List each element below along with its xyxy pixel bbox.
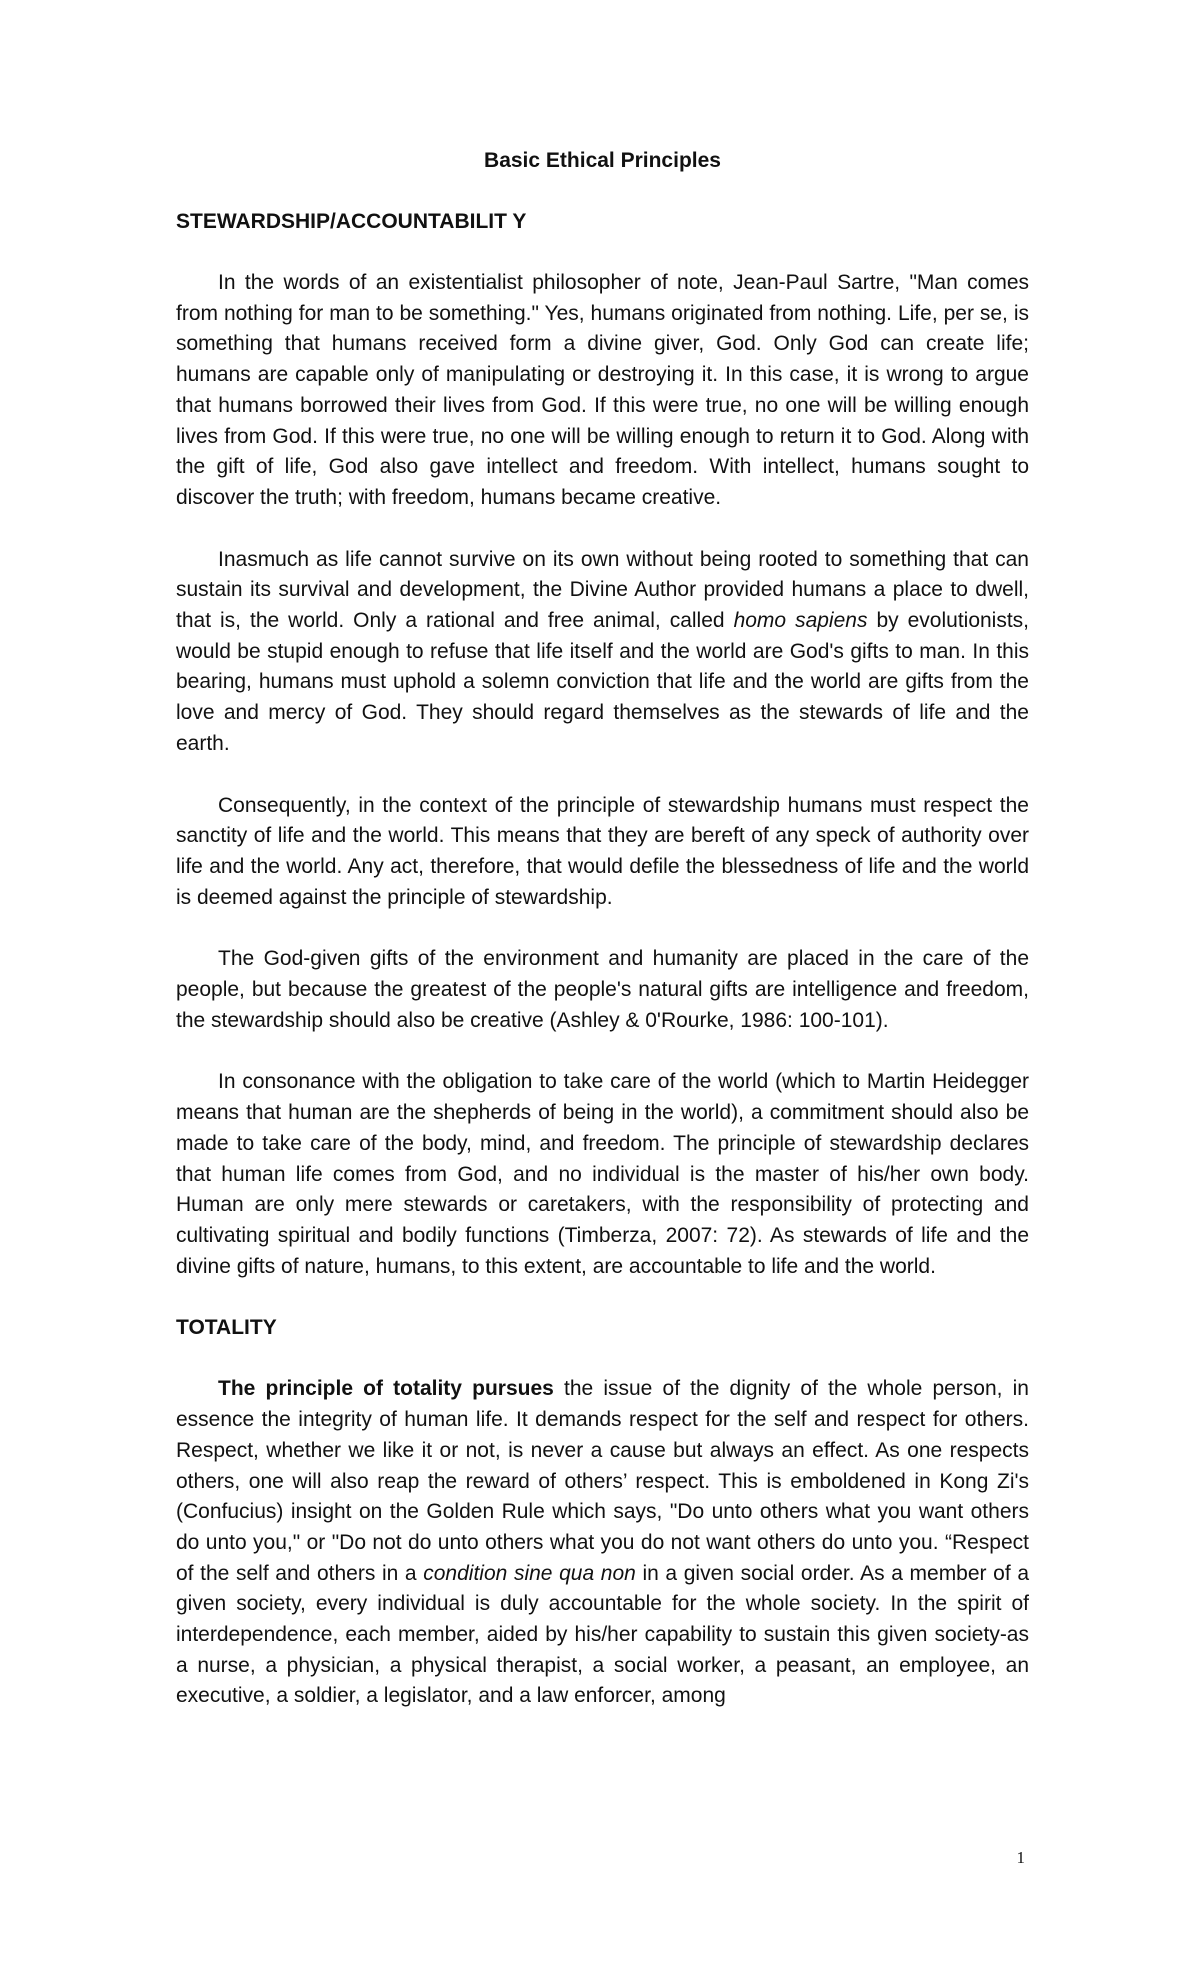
- italic-term: condition sine qua non: [423, 1561, 636, 1585]
- paragraph: Consequently, in the context of the principle of stewardship humans must respect the sanctity of life and the world. This means that they are bereft of any speck of authority over life and the world. Any act, therefore, that would defile the blessedness of life and the world is deemed against the principle of stewardship.: [176, 793, 1029, 909]
- paragraph: [176, 1374, 1029, 1712]
- section-heading-stewardship: STEWARDSHIP/ACCOUNTABILIT Y: [176, 210, 527, 233]
- paragraph-text: the issue of the dignity of the whole person, in essence the integrity of human life. It demands respect for the self and respect for others. Respect, whether we like it or not, is never a cause but always an effect. As one respects others, one will also reap the reward of others’ respect. This is emboldened in Kong Zi's (Confucius) insight on the Golden Rule which says, "Do unto others what you want others do unto you," or "Do not do unto others what you do not want others do unto you. “Respect of the self and others in a: [176, 1377, 1029, 1585]
- paragraph-text: by evolutionists, would be stupid enough to refuse that life itself and the world are God's gifts to man. In this bearing, humans must uphold a solemn conviction that life and the world are gifts from the love and mercy of God. They should regard themselves as the stewards of life and the earth.: [176, 609, 1030, 755]
- paragraph-text: in a given social order. As a member of a given society, every individual is duly accountable for the whole society. In the spirit of interdependence, each member, aided by his/her capability to sustain this given society-as a nurse, a physician, a physical therapist, a social worker, a peasant, an employee, an executive, a soldier, a legislator, and a law enforcer, among: [176, 1561, 1029, 1708]
- italic-term: homo sapiens: [733, 609, 868, 633]
- document-body: [176, 146, 1029, 1712]
- document-title: Basic Ethical Principles: [484, 149, 721, 172]
- paragraph-text: Inasmuch as life cannot survive on its own without being rooted to something that can sustain its survival and development, the Divine Author provided humans a place to dwell, that is, the world. Only a rational and free animal, called: [176, 547, 1029, 633]
- section-heading-totality: TOTALITY: [176, 1316, 277, 1340]
- paragraph: In the words of an existentialist philosopher of note, Jean-Paul Sartre, "Man comes from nothing for man to be something." Yes, humans originated from nothing. Life, per se, is something that humans received form a divine giver, God. Only God can create life; humans are capable only of manipulating or destroying it. In this case, it is wrong to argue that humans borrowed their lives from God. If this were true, no one will be willing enough lives from God. If this were true, no one will be willing enough to return it to God. Along with the gift of life, God also gave intellect and freedom. With intellect, humans sought to discover the truth; with freedom, humans became creative.: [176, 271, 1029, 509]
- page-number: 1: [1016, 1848, 1025, 1867]
- paragraph: In consonance with the obligation to take care of the world (which to Martin Heidegger means that human are the shepherds of being in the world), a commitment should also be made to take care of the body, mind, and freedom. The principle of stewardship declares that human life comes from God, and no individual is the master of his/her own body. Human are only mere stewards or caretakers, with the responsibility of protecting and cultivating spiritual and bodily functions (Timberza, 2007: 72). As stewards of life and the divine gifts of nature, humans, to this extent, are accountable to life and the world.: [176, 1070, 1029, 1278]
- bold-lead: The principle of totality pursues: [218, 1377, 554, 1401]
- paragraph: The God-given gifts of the environment and humanity are placed in the care of the people, but because the greatest of the people's natural gifts are intelligence and freedom, the stewardship should also be creative (Ashley & 0'Rourke, 1986: 100-101).: [176, 947, 1029, 1032]
- paragraph: [176, 545, 1029, 760]
